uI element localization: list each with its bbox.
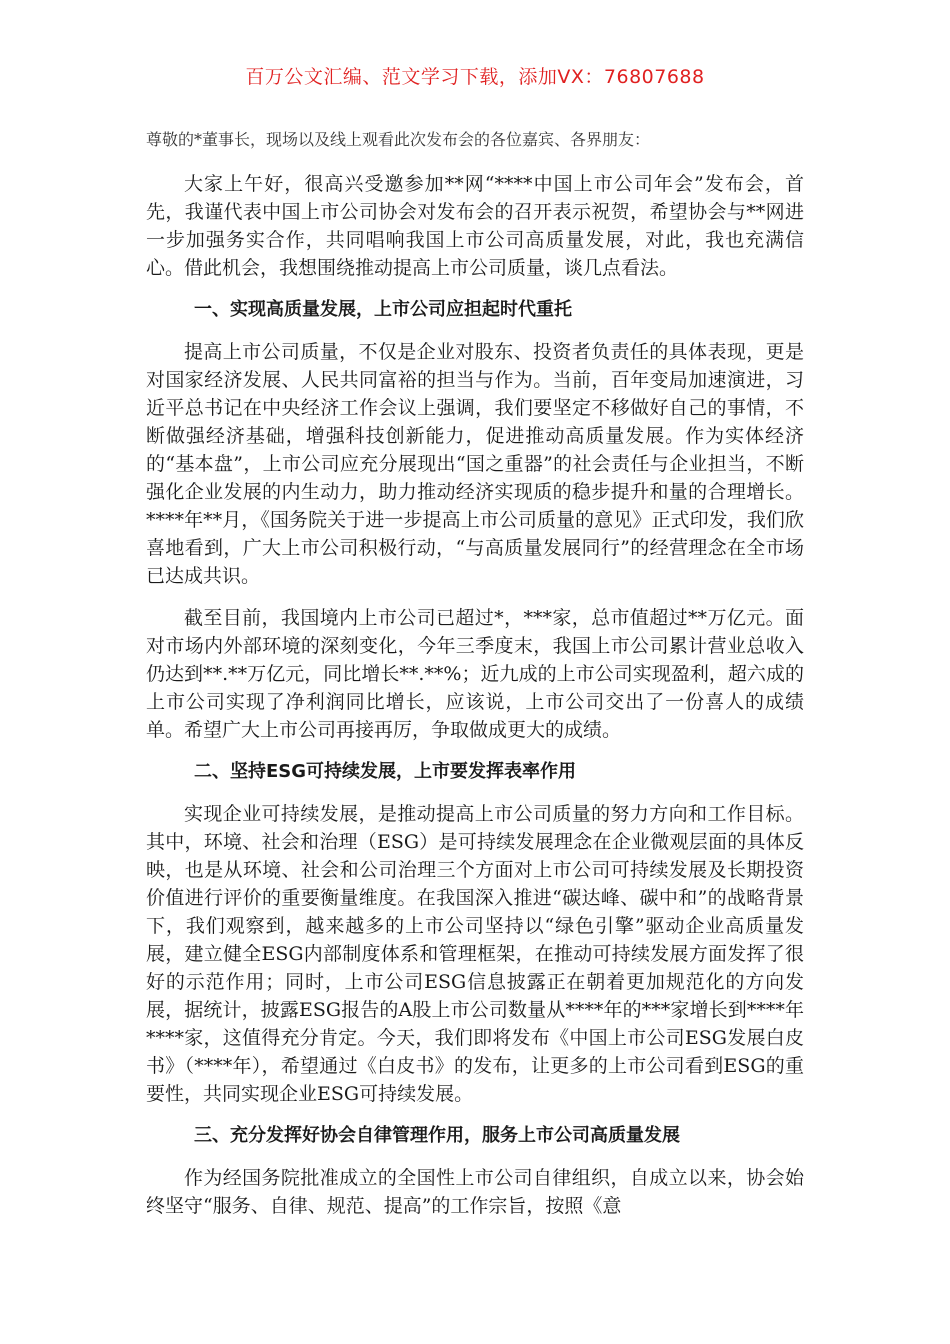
section-2-paragraph-1: 实现企业可持续发展，是推动提高上市公司质量的努力方向和工作目标。其中，环境、社会和治理（ESG）是可持续发展理念在企业微观层面的具体反映，也是从环境、社会和公司治理三个方面对上市公司可持续发展及长期投资价值进行评价的重要衡量维度。在我国深入推进“碳达峰、碳中和”的战略背景下，我们观察到，越来越多的上市公司坚持以“绿色引擎”驱动企业高质量发展，建立健全ESG内部制度体系和管理框架，在推动可持续发展方面发挥了很好的示范作用；同时，上市公司ESG信息披露正在朝着更加规范化的方向发展，据统计，披露ESG报告的A股上市公司数量从****年的***家增长到****年****家，这值得充分肯定。今天，我们即将发布《中国上市公司ESG发展白皮书》（****年），希望通过《白皮书》的发布，让更多的上市公司看到ESG的重要性，共同实现企业ESG可持续发展。 (146, 803, 804, 1105)
salutation: 尊敬的*董事长，现场以及线上观看此次发布会的各位嘉宾、各界朋友： (146, 130, 651, 149)
section-3-heading: 三、充分发挥好协会自律管理作用，服务上市公司高质量发展 (194, 1125, 680, 1146)
intro-paragraph: 大家上午好，很高兴受邀参加**网“****中国上市公司年会”发布会，首先，我谨代表中国上市公司协会对发布会的召开表示祝贺，希望协会与**网进一步加强务实合作，共同唱响我国上市公司高质量发展，对此，我也充满信心。借此机会，我想围绕推动提高上市公司质量，谈几点看法。 (146, 173, 804, 279)
section-1-paragraph-1: 提高上市公司质量，不仅是企业对股东、投资者负责任的具体表现，更是对国家经济发展、人民共同富裕的担当与作为。当前，百年变局加速演进，习近平总书记在中央经济工作会议上强调，我们要坚定不移做好自己的事情，不断做强经济基础，增强科技创新能力，促进推动高质量发展。作为实体经济的“基本盘”，上市公司应充分展现出“国之重器”的社会责任与企业担当，不断强化企业发展的内生动力，助力推动经济实现质的稳步提升和量的合理增长。****年**月，《国务院关于进一步提高上市公司质量的意见》正式印发，我们欣喜地看到，广大上市公司积极行动，“与高质量发展同行”的经营理念在全市场已达成共识。 (146, 341, 804, 587)
section-3-paragraph-1: 作为经国务院批准成立的全国性上市公司自律组织，自成立以来，协会始终坚守“服务、自律、规范、提高”的工作宗旨，按照《意 (146, 1167, 804, 1217)
section-2-heading: 二、坚持ESG可持续发展，上市要发挥表率作用 (194, 761, 577, 782)
section-1-paragraph-2: 截至目前，我国境内上市公司已超过*，***家，总市值超过**万亿元。面对市场内外部环境的深刻变化，今年三季度末，我国上市公司累计营业总收入仍达到**.**万亿元，同比增长**.**%；近九成的上市公司实现盈利，超六成的上市公司实现了净利润同比增长，应该说，上市公司交出了一份喜人的成绩单。希望广大上市公司再接再厉，争取做成更大的成绩。 (146, 607, 804, 741)
section-1-heading: 一、实现高质量发展，上市公司应担起时代重托 (194, 299, 572, 320)
document-body (146, 126, 804, 1234)
download-banner: 百万公文汇编、范文学习下载，添加VX：76807688 (245, 66, 705, 88)
